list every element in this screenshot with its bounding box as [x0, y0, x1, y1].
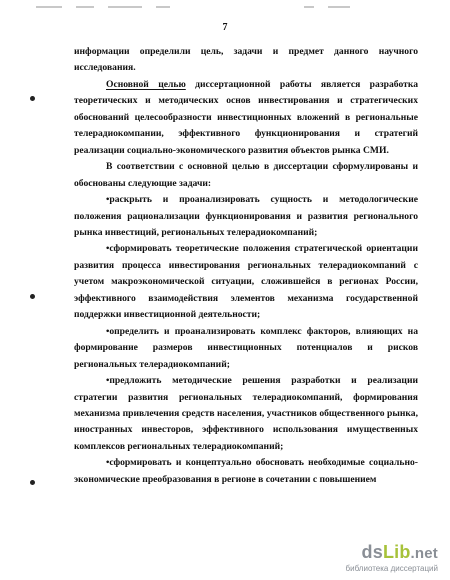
- dslib-watermark-logo: [342, 542, 438, 572]
- paragraph-text: диссертационной работы является разработка теоретических и методических основ инвестирования и стратегических обоснований целесообразности инвестиционных вложений в региональные телерадиокомпании, эффективного функционирования и стратегий реализации социально-экономического развития объектов рынка СМИ.: [74, 78, 419, 156]
- list-item: [74, 241, 418, 323]
- watermark-brand: dsLib.net: [361, 542, 438, 562]
- list-item-text: •раскрыть и проанализировать сущность и методологические положения рационализации функционирования и развития регионального рынка инвестиций, региональных телерадиокомпаний;: [74, 194, 418, 238]
- list-item-text: •сформировать и концептуально обосновать необходимые социально-экономические преобразования в регионе в сочетании с повышением: [74, 457, 418, 485]
- margin-mark-middle: [30, 294, 35, 299]
- paragraph-emphasis: Основной целью: [106, 78, 186, 90]
- document-body: [74, 44, 418, 488]
- list-item-text: •определить и проанализировать комплекс факторов, влияющих на формирование размеров инвестиционных потенциалов и рисков региональных телерадиокомпаний;: [74, 325, 418, 370]
- list-item: [74, 373, 418, 455]
- list-item: [74, 192, 418, 241]
- list-item-text: •сформировать теоретические положения стратегической ориентации развития процесса инвестирования региональных телерадиокомпаний с учетом макроэкономической ситуации, сложившейся в регионах России, эффективного взаимодействия элементов механизма государственной поддержки инвестиционной деятельности;: [74, 243, 418, 321]
- watermark-subtitle: библиотека диссертаций: [345, 564, 438, 573]
- margin-mark-top: [30, 96, 35, 101]
- paragraph-text: В соответствии с основной целью в диссертации сформулированы и обоснованы следующие задачи:: [74, 161, 418, 189]
- paragraph: [74, 77, 418, 159]
- list-item: [74, 324, 418, 373]
- paragraph: [74, 44, 418, 77]
- list-item-text: •предложить методические решения разработки и реализации стратегии развития региональных телерадиокомпаний, формирования механизма привлечения средств населения, участников общественного рынка, иностранных инвесторов, эффективного использования имущественных комплексов региональных телерадиокомпаний;: [74, 375, 418, 452]
- paragraph-text: информации определили цель, задачи и предмет данного научного исследования.: [74, 46, 418, 74]
- margin-mark-bottom: [30, 480, 35, 485]
- list-item: [74, 455, 418, 488]
- page-number: 7: [222, 22, 228, 33]
- scan-header-strip: [36, 4, 390, 10]
- paragraph: [74, 159, 418, 192]
